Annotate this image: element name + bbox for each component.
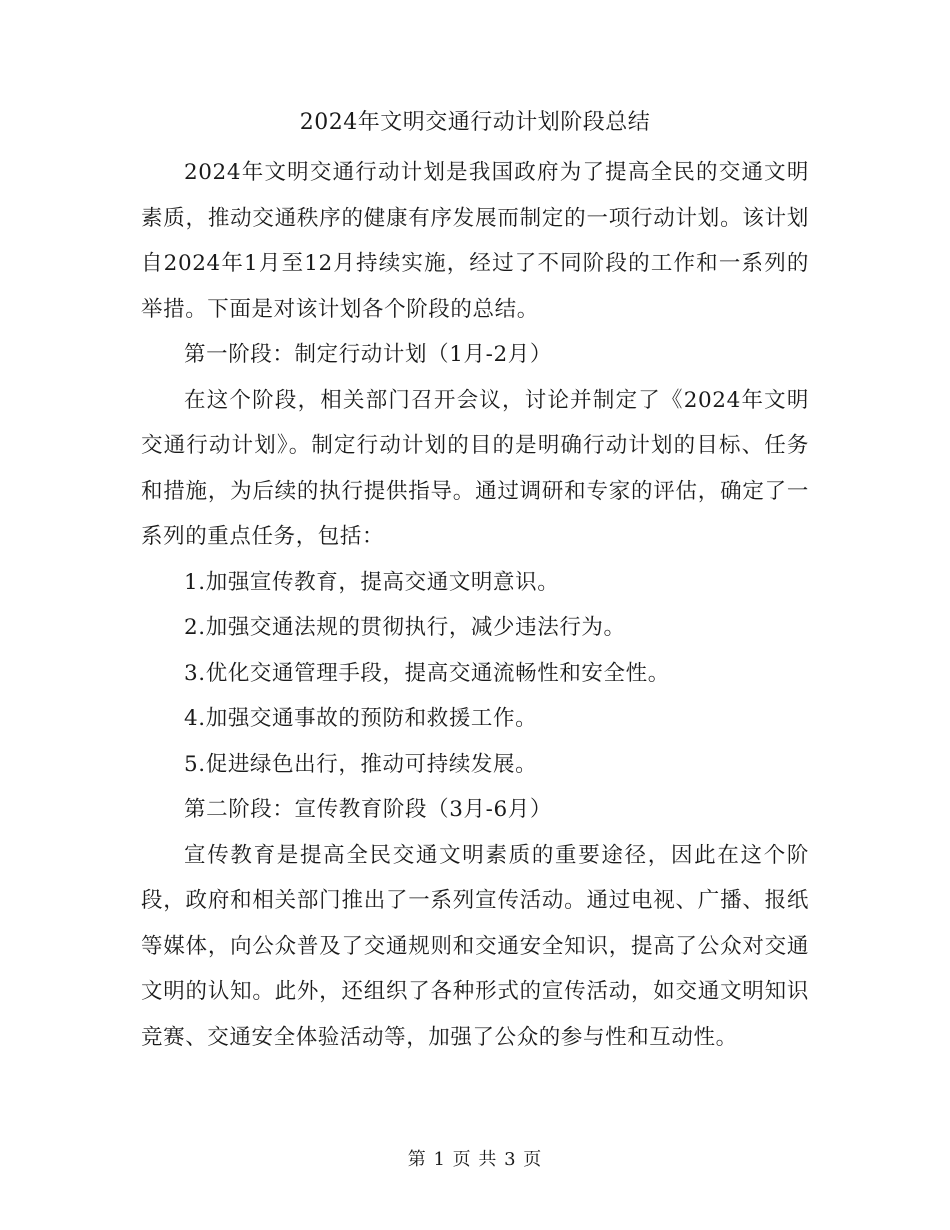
section-heading-stage-2: 第二阶段：宣传教育阶段（3月-6月）	[184, 797, 552, 822]
paragraph-intro: 2024年文明交通行动计划是我国政府为了提高全民的交通文明素质，推动交通秩序的健康有序发展而制定的一项行动计划。该计划自2024年1月至12月持续实施，经过了不同阶段的工作和一系列的举措。下面是对该计划各个阶段的总结。	[141, 160, 809, 322]
paragraph-stage-1: 在这个阶段，相关部门召开会议，讨论并制定了《2024年文明交通行动计划》。制定行动计划的目的是明确行动计划的目标、任务和措施，为后续的执行提供指导。通过调研和专家的评估，确定了一系列的重点任务，包括：	[141, 387, 809, 549]
paragraph-stage-2: 宣传教育是提高全民交通文明素质的重要途径，因此在这个阶段，政府和相关部门推出了一系列宣传活动。通过电视、广播、报纸等媒体，向公众普及了交通规则和交通安全知识，提高了公众对交通文明的认知。此外，还组织了各种形式的宣传活动，如交通文明知识竞赛、交通安全体验活动等，加强了公众的参与性和互动性。	[141, 842, 809, 1050]
document-title: 2024年文明交通行动计划阶段总结	[299, 110, 651, 135]
list-item: 4.加强交通事故的预防和救援工作。	[184, 706, 538, 731]
document-body	[141, 150, 809, 1060]
list-item: 2.加强交通法规的贯彻执行，减少违法行为。	[184, 615, 626, 640]
list-item: 1.加强宣传教育，提高交通文明意识。	[184, 569, 560, 595]
section-heading-stage-1: 第一阶段：制定行动计划（1月-2月）	[184, 342, 552, 367]
page-footer: 第 1 页 共 3 页	[407, 1149, 543, 1170]
list-item: 5.促进绿色出行，推动可持续发展。	[184, 751, 538, 777]
list-item: 3.优化交通管理手段，提高交通流畅性和安全性。	[184, 660, 670, 686]
